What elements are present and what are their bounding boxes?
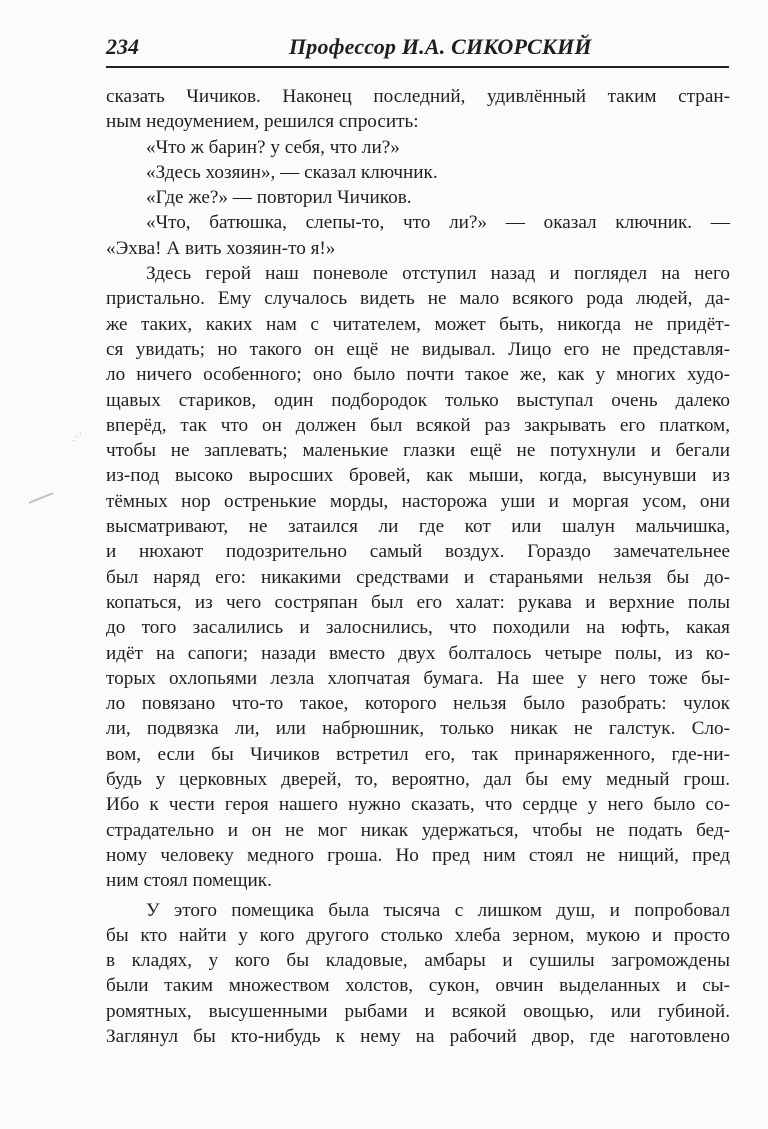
text-line: торых охлопьями лезла хлопчатая бумага. На шее у него тоже бы- xyxy=(106,667,730,689)
text-line: ло повязано что-то такое, которого нельзя было разобрать: чулок xyxy=(106,693,730,715)
margin-pencil-mark xyxy=(29,492,54,504)
text-line: ли, подвязка ли, или набрюшник, только никак не галстук. Сло- xyxy=(106,718,730,740)
text-line: были таким множеством холстов, сукон, овчин выделанных и сы- xyxy=(106,975,730,997)
text-line: чтобы не заплевать; маленькие глазки ещё не потухнули и бегали xyxy=(106,440,730,462)
text-line: ным недоумением, решился спросить: xyxy=(106,111,419,133)
text-line: бы кто найти у кого другого столько хлеба зерном, мукою и просто xyxy=(106,924,730,946)
text-line: в кладях, у кого бы кладовые, амбары и сушилы загромождены xyxy=(106,950,730,972)
text-line: ся увидать; но такого он ещё не видывал. Лицо его не представля- xyxy=(106,338,730,360)
text-line: Здесь герой наш поневоле отступил назад и поглядел на него xyxy=(146,263,730,285)
text-line: ло ничего особенного; оно было почти такое же, как у многих худо- xyxy=(106,364,730,386)
page-header xyxy=(106,32,729,68)
text-line: страдательно и он не мог никак удержаться, чтобы не подать бед- xyxy=(106,819,730,841)
text-line: Ибо к чести героя нашего нужно сказать, что сердце у него было со- xyxy=(106,794,730,816)
text-line: щавых стариков, один подбородок только выступал очень далеко xyxy=(106,389,730,411)
text-line: из-под высоко выросших бровей, как мыши, когда, высунувши из xyxy=(106,465,730,487)
running-title: Профессор И.А. СИКОРСКИЙ xyxy=(289,34,592,59)
text-line: ним стоял помещик. xyxy=(106,870,272,892)
text-line: тёмных нор остренькие морды, насторожа уши и моргая усом, они xyxy=(106,490,730,512)
text-line: же таких, каких нам с читателем, может быть, никогда не придёт- xyxy=(106,313,730,335)
text-line: вперёд, так что он должен был всякой раз закрывать его платком, xyxy=(106,414,730,436)
text-line: сказать Чичиков. Наконец последний, удивлённый таким стран- xyxy=(106,86,730,107)
text-line: копаться, из чего состряпан был его халат: рукава и верхние полы xyxy=(106,591,730,613)
text-line: «Эхва! А вить хозяин-то я!» xyxy=(106,237,336,259)
text-line: «Что, батюшка, слепы-то, что ли?» — оказал ключник. — xyxy=(146,212,730,234)
text-line: до того засалились и залоснились, что походили на юфть, какая xyxy=(106,617,730,639)
text-line: был наряд его: никакими средствами и стараньями нельзя бы до- xyxy=(106,566,730,588)
text-line: «Где же?» — повторил Чичиков. xyxy=(146,187,412,209)
text-line: высматривают, не затаился ли где кот или шалун мальчишка, xyxy=(106,516,730,538)
text-line: пристально. Ему случалось видеть не мало всякого рода людей, да- xyxy=(106,288,730,310)
text-line: ному человеку медного гроша. Но пред ним стоял не нищий, пред xyxy=(106,844,730,866)
text-line: «Здесь хозяин», — сказал ключник. xyxy=(146,161,438,183)
text-line: вом, если бы Чичиков встретил его, так принаряженного, где-ни- xyxy=(106,743,730,765)
text-line: У этого помещика была тысяча с лишком душ, и попробовал xyxy=(146,899,730,921)
body-text xyxy=(106,84,730,1049)
text-line: Заглянул бы кто-нибудь к нему на рабочий двор, где наготовлено xyxy=(106,1025,730,1047)
text-line: идёт на сапоги; назади вместо двух болталось четыре полы, из ко- xyxy=(106,642,730,664)
text-line: и нюхают подозрительно самый воздух. Гораздо замечательнее xyxy=(106,541,730,563)
text-line: «Что ж барин? у себя, что ли?» xyxy=(146,136,400,158)
text-line: ромятных, высушенными рыбами и всякой овощью, или губиной. xyxy=(106,1000,730,1022)
margin-smudge: ⋰ xyxy=(72,432,82,443)
page-number: 234 xyxy=(106,34,139,59)
text-line: будь у церковных дверей, то, вероятно, дал бы ему медный грош. xyxy=(106,769,730,791)
